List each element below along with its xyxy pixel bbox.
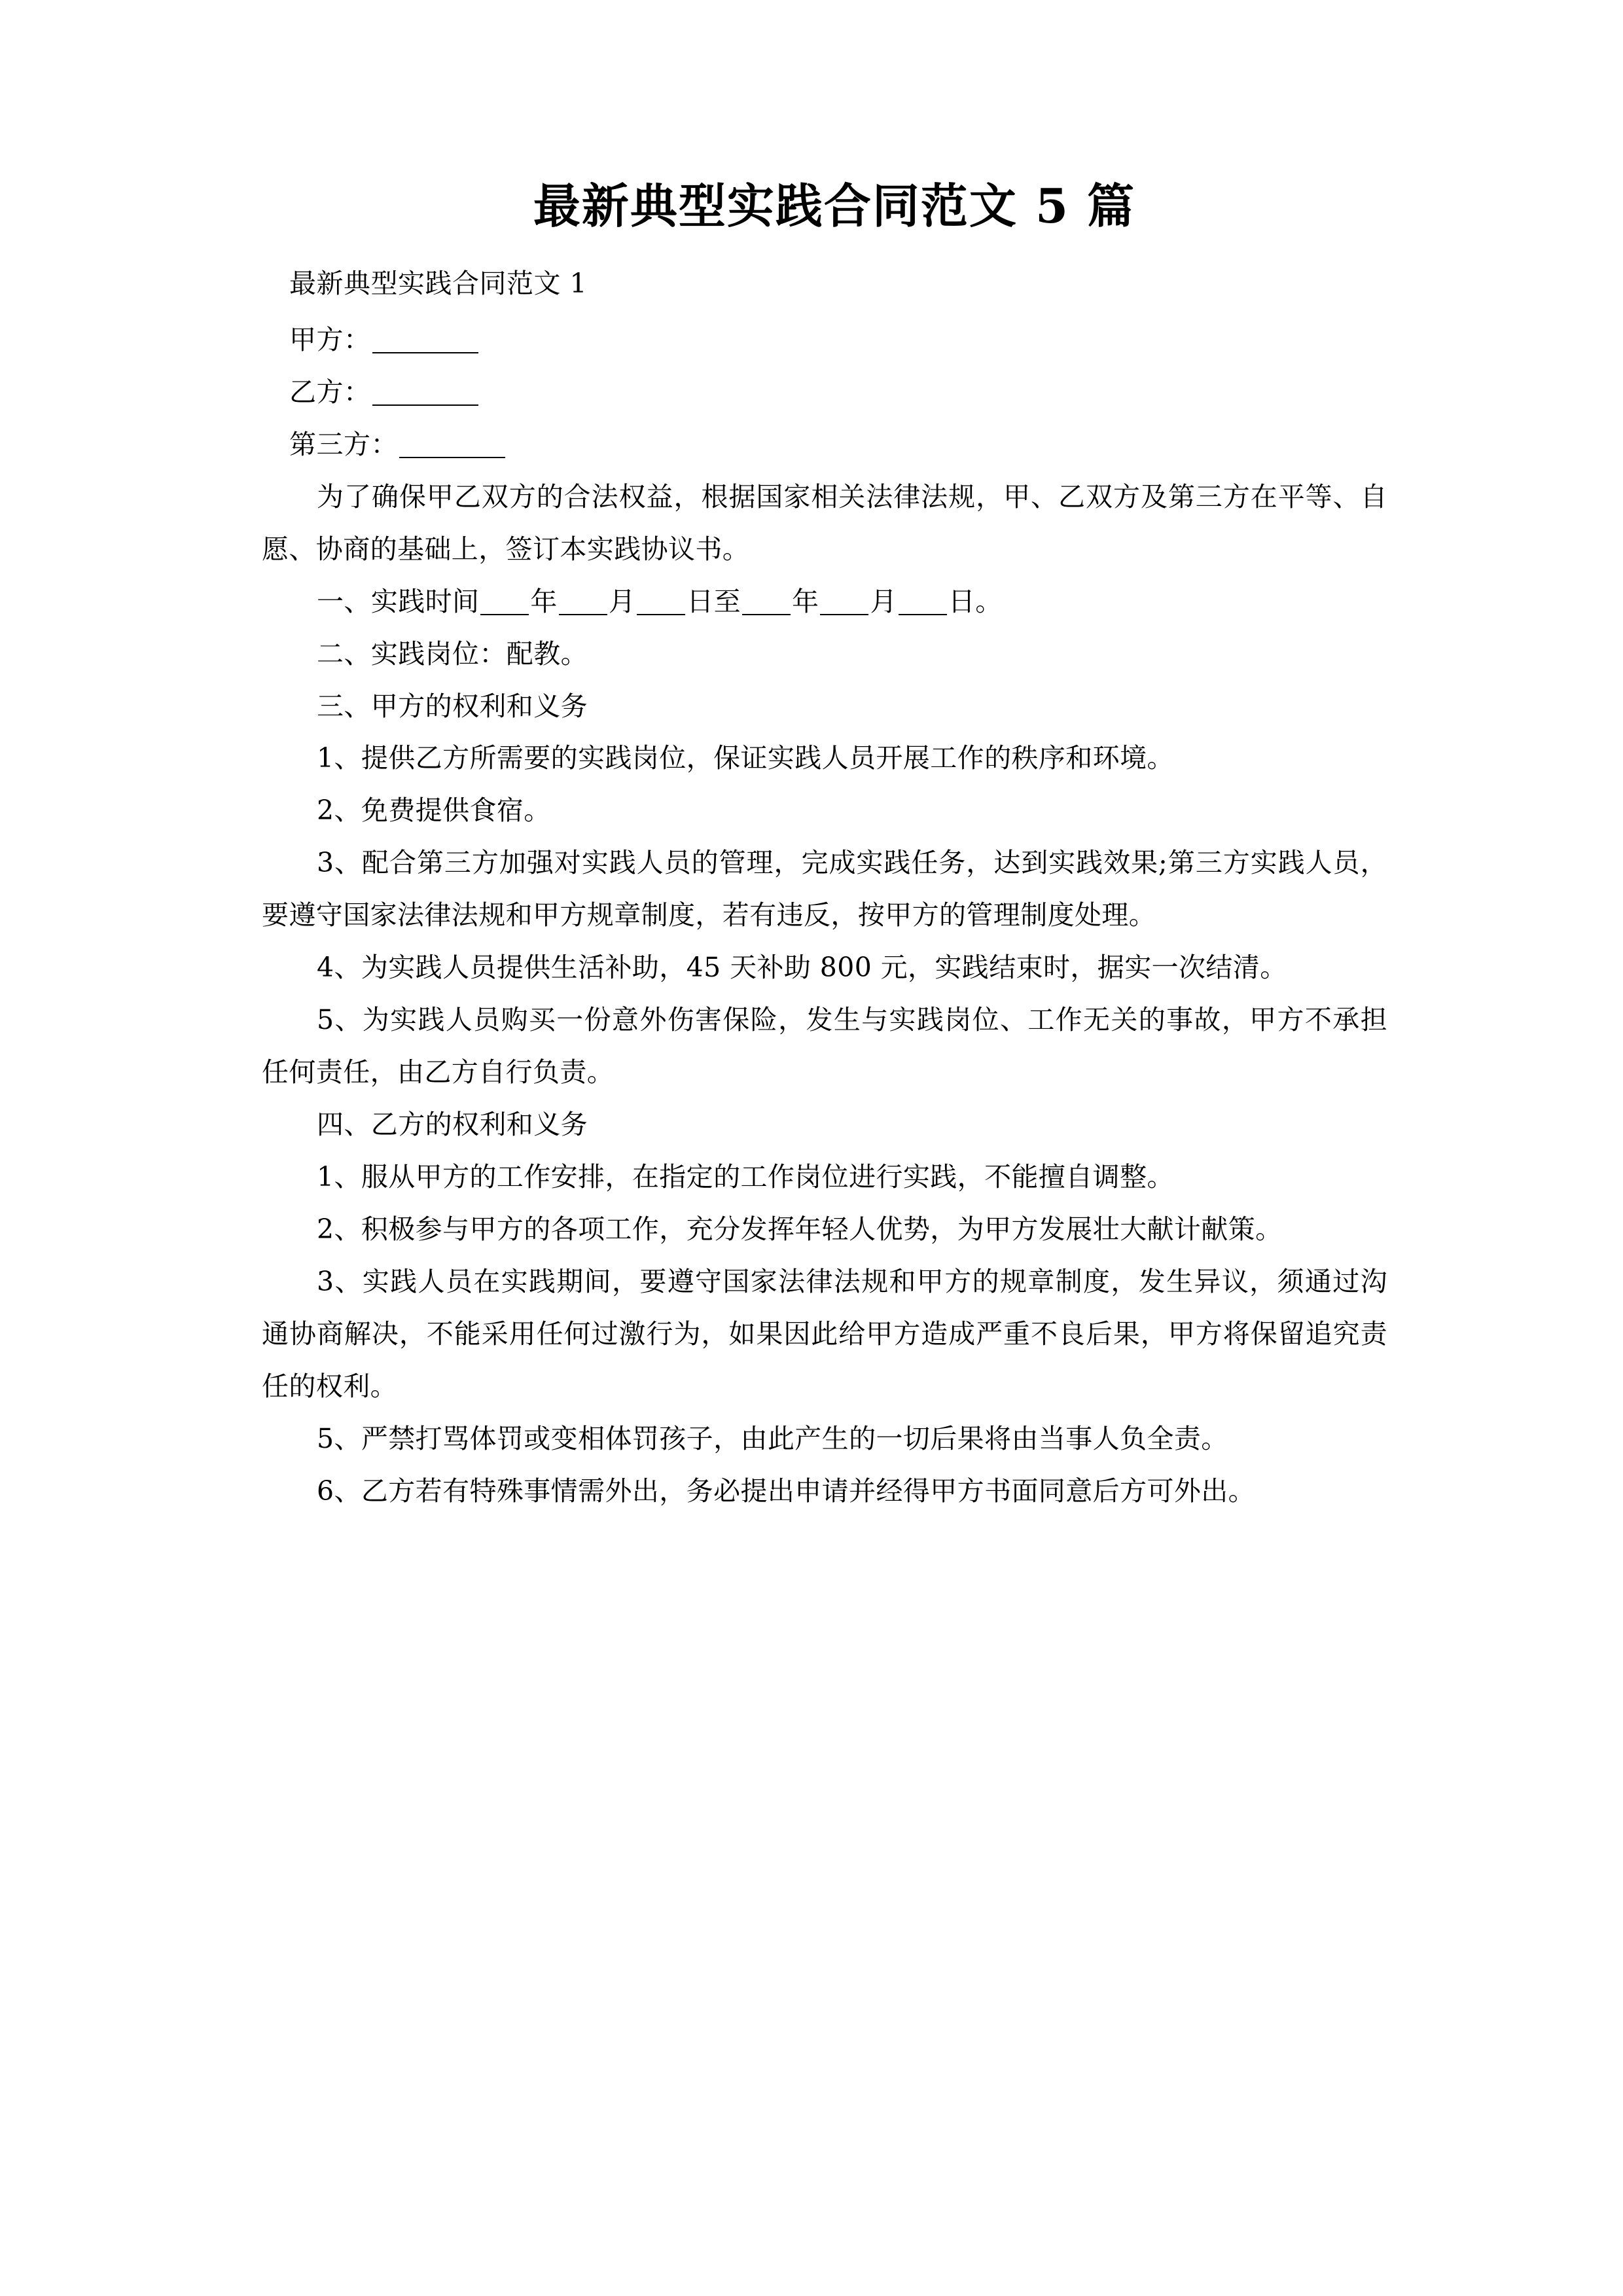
clause-item: 2、免费提供食宿。 [317,795,551,827]
document-content [262,177,1387,1518]
clause-item: 3、实践人员在实践期间，要遵守国家法律法规和甲方的规章制度，发生异议，须通过沟通协商解决，不能采用任何过激行为，如果因此给甲方造成严重不良后果，甲方将保留追究责任的权利。 [262,1265,1387,1402]
party-a-blank[interactable] [372,324,478,353]
start-year-unit: 年 [530,585,558,617]
preamble-paragraph: 为了确保甲乙双方的合法权益，根据国家相关法律法规，甲、乙双方及第三方在平等、自愿、协商的基础上，签订本实践协议书。 [262,480,1387,565]
clause-item: 3、配合第三方加强对实践人员的管理，完成实践任务，达到实践效果;第三方实践人员，要遵守国家法律法规和甲方规章制度，若有违反，按甲方的管理制度处理。 [262,847,1387,931]
party-c-line [262,419,1387,471]
end-month-blank[interactable] [820,586,868,615]
start-day-unit: 日至 [687,585,741,617]
party-b-label: 乙方： [289,376,371,408]
section-heading-party-b: 四、乙方的权利和义务 [317,1109,588,1140]
end-year-unit: 年 [792,585,819,617]
end-day-unit: 日。 [948,585,1003,617]
party-a-label: 甲方： [289,323,371,355]
party-c-blank[interactable] [399,429,505,458]
end-day-blank[interactable] [899,586,947,615]
section-heading-party-a: 三、甲方的权利和义务 [317,690,588,722]
start-month-unit: 月 [608,585,636,617]
clause-item: 5、严禁打骂体罚或变相体罚孩子，由此产生的一切后果将由当事人负全责。 [317,1422,1228,1454]
start-year-blank[interactable] [480,586,529,615]
page-title: 最新典型实践合同范文 5 篇 [533,178,1136,234]
clause-time-label: 一、实践时间 [317,585,480,617]
clause-item: 5、为实践人员购买一份意外伤害保险，发生与实践岗位、工作无关的事故，甲方不承担任何责任，由乙方自行负责。 [262,1004,1387,1088]
clause-practice-position: 二、实践岗位：配教。 [317,637,588,670]
clause-item: 4、为实践人员提供生活补助，45 天补助 800 元，实践结束时，据实一次结清。 [317,952,1287,984]
party-a-line [262,314,1387,367]
party-b-blank[interactable] [372,376,478,406]
party-c-label: 第三方： [289,428,398,460]
start-day-blank[interactable] [637,586,685,615]
party-b-line [262,367,1387,419]
start-month-blank[interactable] [559,586,607,615]
end-year-blank[interactable] [742,586,791,615]
clause-item: 6、乙方若有特殊事情需外出，务必提出申请并经得甲方书面同意后方可外出。 [317,1475,1256,1507]
clause-item: 1、服从甲方的工作安排，在指定的工作岗位进行实践，不能擅自调整。 [317,1160,1174,1193]
clause-item: 2、积极参与甲方的各项工作，充分发挥年轻人优势，为甲方发展壮大献计献策。 [317,1213,1283,1245]
document-subtitle: 最新典型实践合同范文 1 [289,268,588,299]
clause-practice-time [262,576,1387,628]
clause-item: 1、提供乙方所需要的实践岗位，保证实践人员开展工作的秩序和环境。 [317,742,1174,774]
end-month-unit: 月 [870,585,897,617]
